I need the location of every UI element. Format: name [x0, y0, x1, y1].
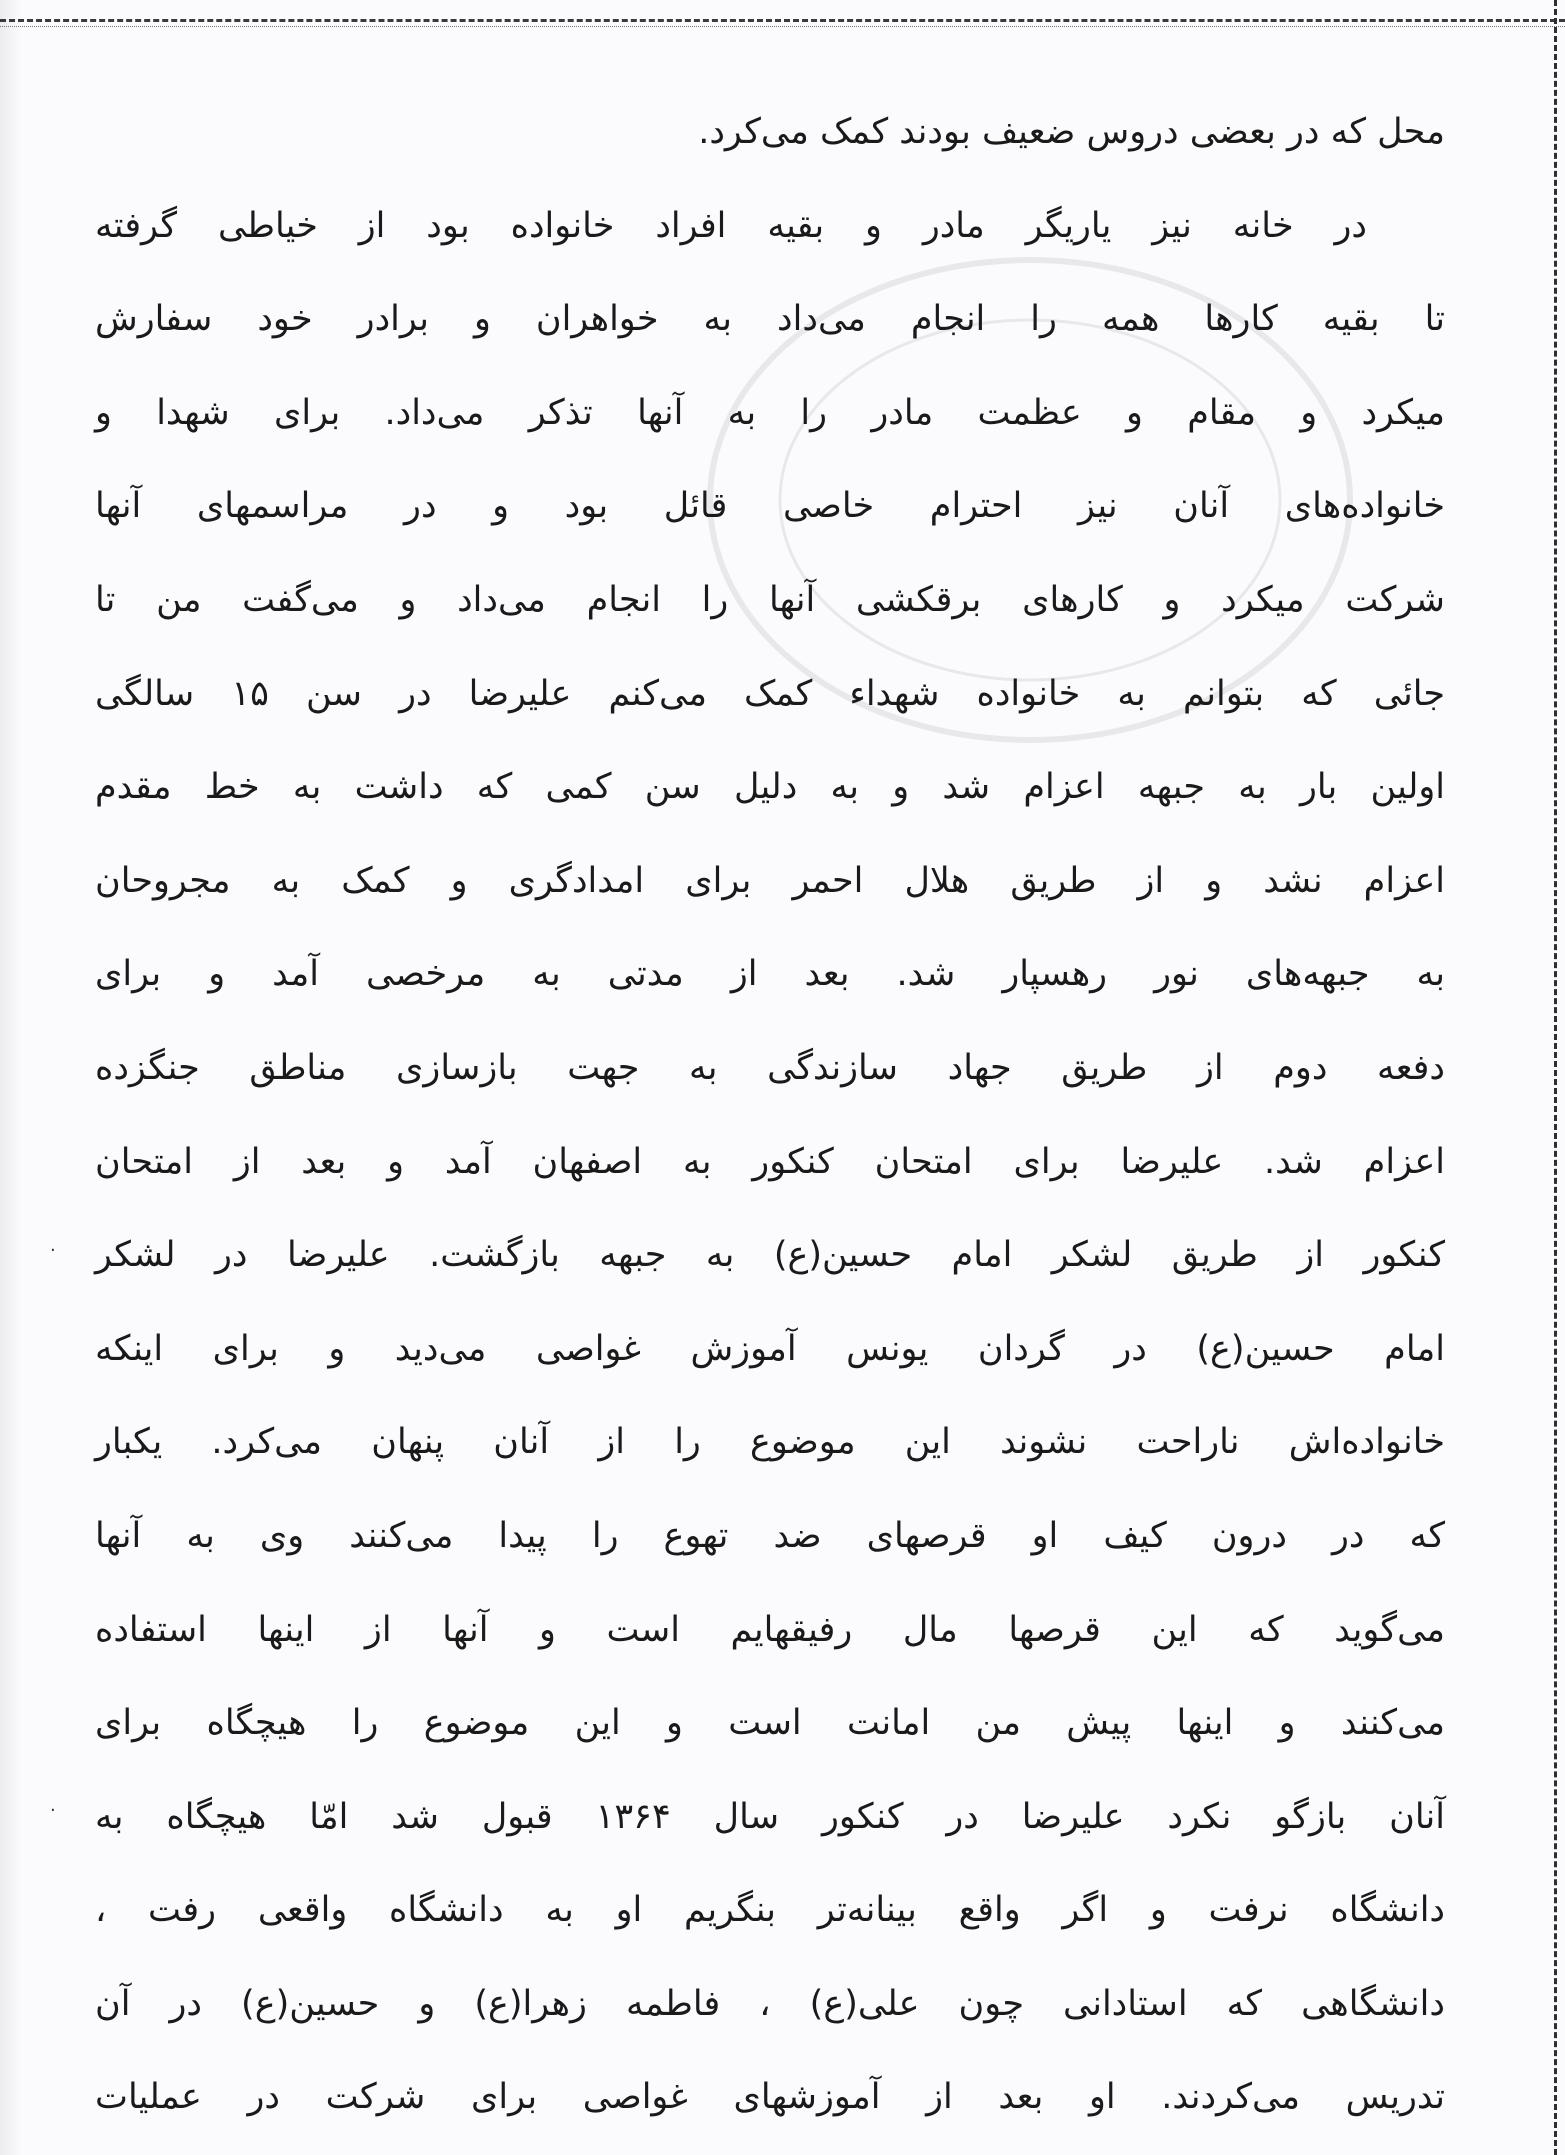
scan-speck-mark: · [50, 1800, 56, 1821]
text-line: دانشگاه نرفت و اگر واقع بینانه‌تر بنگریم او به دانشگاه واقعی رفت ، [95, 1890, 1445, 1931]
page-shadow [0, 0, 22, 2155]
text-line: خانواده‌اش ناراحت نشوند این موضوع را از آنان پنهان می‌کرد. یکبار [95, 1422, 1445, 1463]
text-line: امام حسین(ع) در گردان یونس آموزش غواصی می‌دید و برای اینکه [95, 1328, 1445, 1369]
text-line: شرکت میکرد و کارهای برقکشی آنها را انجام می‌داد و می‌گفت من تا [95, 579, 1445, 620]
text-line: اولین بار به جبهه اعزام شد و به دلیل سن کمی که داشت به خط مقدم [95, 767, 1445, 808]
top-dashed-border [0, 0, 1565, 22]
text-line: تدریس می‌کردند. او بعد از آموزشهای غواصی برای شرکت در عملیات [95, 2077, 1445, 2118]
text-line: که در درون کیف او قرصهای ضد تهوع را پیدا می‌کنند وی به آنها [95, 1515, 1445, 1556]
text-line: اعزام شد. علیرضا برای امتحان کنکور به اصفهان آمد و بعد از امتحان [95, 1141, 1445, 1182]
text-line: جائی که بتوانم به خانواده شهداء کمک می‌کنم علیرضا در سن ۱۵ سالگی [95, 673, 1445, 714]
text-line: در خانه نیز یاریگر مادر و بقیه افراد خانواده بود از خیاطی گرفته [95, 205, 1367, 246]
scan-speck-mark: · [50, 1240, 56, 1261]
top-dotted-rule [0, 26, 1565, 27]
text-line: میکرد و مقام و عظمت مادر را به آنها تذکر می‌داد. برای شهدا و [95, 392, 1445, 433]
text-line: دانشگاهی که استادانی چون علی(ع) ، فاطمه زهرا(ع) و حسین(ع) در آن [95, 1983, 1445, 2024]
text-line: دفعه دوم از طریق جهاد سازندگی به جهت بازسازی مناطق جنگزده [95, 1047, 1445, 1088]
text-line: به جبهه‌های نور رهسپار شد. بعد از مدتی به مرخصی آمد و برای [95, 954, 1445, 995]
text-line: محل که در بعضی دروس ضعیف بودند کمک می‌کرد. [698, 112, 1445, 152]
text-line: آنان بازگو نکرد علیرضا در کنکور سال ۱۳۶۴ قبول شد امّا هیچگاه به [95, 1796, 1445, 1837]
body-text [95, 86, 1445, 2145]
right-dashed-border [1554, 0, 1557, 2155]
text-line: می‌کنند و اینها پیش من امانت است و این موضوع را هیچگاه برای [95, 1703, 1445, 1744]
text-line: تا بقیه کارها همه را انجام می‌داد به خواهران و برادر خود سفارش [95, 299, 1445, 340]
text-line: اعزام نشد و از طریق هلال احمر برای امدادگری و کمک به مجروحان [95, 860, 1445, 901]
text-line: خانواده‌های آنان نیز احترام خاصی قائل بود و در مراسمهای آنها [95, 486, 1445, 527]
text-line: می‌گوید که این قرصها مال رفیقهایم است و آنها از اینها استفاده [95, 1609, 1445, 1650]
text-line: کنکور از طریق لشکر امام حسین(ع) به جبهه بازگشت. علیرضا در لشکر [95, 1235, 1445, 1276]
